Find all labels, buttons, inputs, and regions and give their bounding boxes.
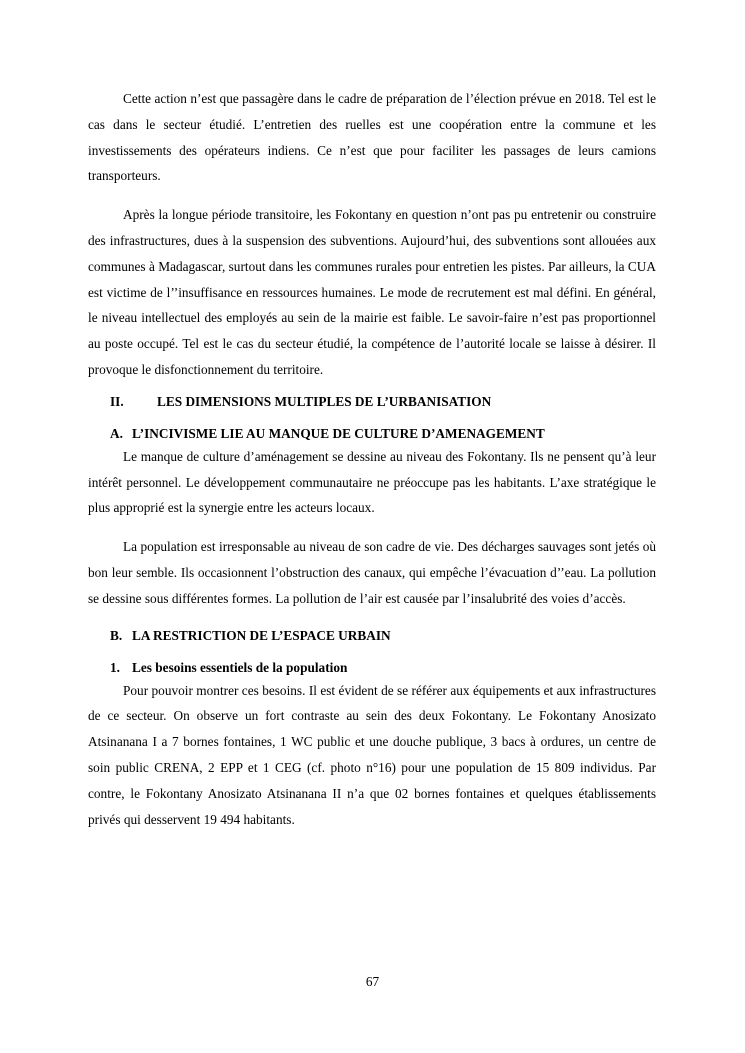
paragraph-transition-period: Après la longue période transitoire, les Fokontany en question n’ont pas pu entretenir ou construire des infrastructures, dues à la suspension des subventions. Aujourd’hui, des subventions sont allouées aux communes à Madagascar, surtout dans les communes rurales pour entretien les pistes. Par ailleurs, la CUA est victime de l’’insuffisance en ressources humaines. Le mode de recrutement est mal défini. En général, le niveau intellectuel des employés au sein de la mairie est faible. Le savoir-faire n’est pas proportionnel au poste occupé. Tel est le cas du secteur étudié, la compétence de l’autorité locale se laisse à désirer. Il provoque le disfonctionnement du territoire. <box>88 207 656 377</box>
subsection-title: L’INCIVISME LIE AU MANQUE DE CULTURE D’AMENAGEMENT <box>132 425 545 441</box>
section-title: LES DIMENSIONS MULTIPLES DE L’URBANISATION <box>157 393 492 409</box>
paragraph-population-responsibility: La population est irresponsable au niveau de son cadre de vie. Des décharges sauvages sont jetés où bon leur semble. Ils occasionnent l’obstruction des canaux, qui empêche l’évacuation d’’eau. La pollution se dessine sous différentes formes. La pollution de l’air est causée par l’insalubrité des voies d’accès. <box>88 539 656 606</box>
subsection-heading-1 <box>88 658 656 678</box>
subsection-letter: A. <box>110 425 123 441</box>
subsection-letter: B. <box>110 627 123 643</box>
subsection-number: 1. <box>110 659 120 675</box>
subsection-heading-a <box>88 424 656 444</box>
page-number: 67 <box>365 974 380 989</box>
subsection-title: LA RESTRICTION DE L’ESPACE URBAIN <box>132 627 391 643</box>
paragraph-election-preparation: Cette action n’est que passagère dans le cadre de préparation de l’élection prévue en 2018. Tel est le cas dans le secteur étudié. L’entretien des ruelles est une coopération entre la commune et les investissements des opérateurs indiens. Ce n’est que pour faciliter les passages de leurs camions transporteurs. <box>88 91 656 184</box>
subsection-title: Les besoins essentiels de la population <box>132 659 348 675</box>
subsection-heading-b <box>88 626 656 646</box>
paragraph-planning-culture: Le manque de culture d’aménagement se dessine au niveau des Fokontany. Ils ne pensent qu’à leur intérêt personnel. Le développement communautaire ne préoccupe pas les habitants. L’axe stratégique le plus approprié est la synergie entre les acteurs locaux. <box>88 448 656 516</box>
section-number: II. <box>110 393 124 409</box>
paragraph-essential-needs: Pour pouvoir montrer ces besoins. Il est évident de se référer aux équipements et aux infrastructures de ce secteur. On observe un fort contraste au sein des deux Fokontany. Le Fokontany Anosizato Atsinanana I a 7 bornes fontaines, 1 WC public et une douche publique, 3 bacs à ordures, un centre de soin public CRENA, 2 EPP et 1 CEG (cf. photo n°16) pour une population de 15 809 individus. Par contre, le Fokontany Anosizato Atsinanana II n’a que 02 bornes fontaines et quelques établissements privés qui desservent 19 494 habitants. <box>88 682 656 827</box>
section-heading-ii <box>88 392 656 412</box>
document-page <box>88 86 656 832</box>
